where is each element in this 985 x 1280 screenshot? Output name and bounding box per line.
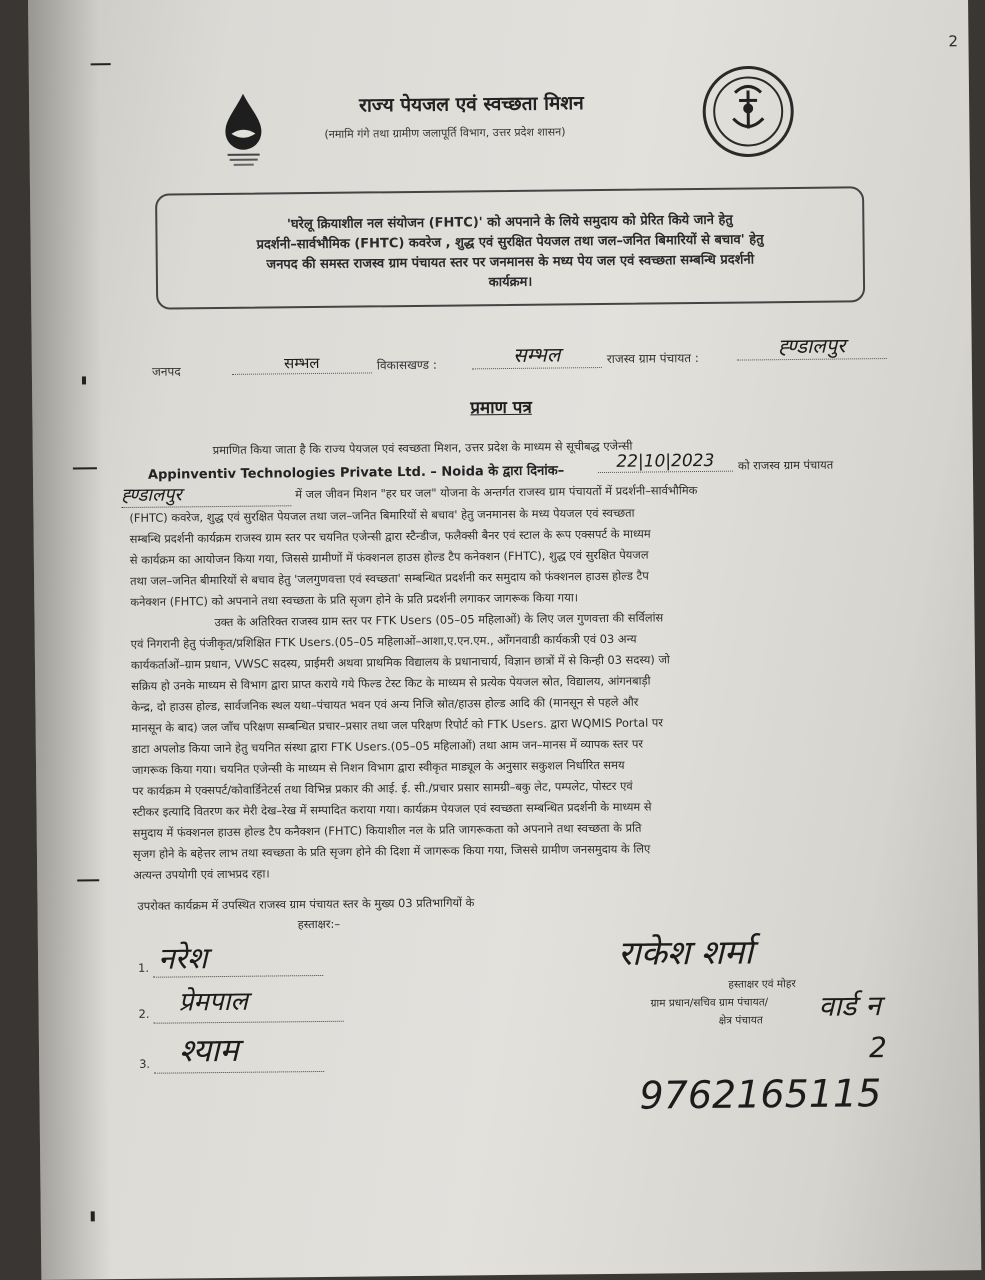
block-value: सम्भल bbox=[472, 340, 602, 369]
ward-number: 2 bbox=[868, 1031, 888, 1065]
participant-signature: प्रेमपाल bbox=[178, 986, 249, 1018]
org-subtitle: (नमामि गंगे तथा ग्रामीण जलापूर्ति विभाग, उत्तर प्रदेश शासन) bbox=[324, 125, 566, 141]
para-line: (FHTC) कवरेज, शुद्ध एवं सुरक्षित पेयजल तथा जल–जनित बिमारियों से बचाव' हेतु जनमानस के मध्य पेयजल एवं स्वच्छता bbox=[129, 505, 635, 525]
participants-intro: उपरोक्त कार्यक्रम में उपस्थित राजस्व ग्राम पंचायत स्तर के मुख्य 03 प्रतिभागियों के bbox=[137, 895, 475, 913]
agency-line: Appinventiv Technologies Private Ltd. – Noida के द्वारा दिनांक– bbox=[147, 463, 565, 483]
margin-mark bbox=[91, 63, 111, 65]
participant-number: 1. bbox=[138, 960, 150, 975]
ward-note: वार्ड न bbox=[818, 989, 882, 1023]
signatory-line: हस्ताक्षर एवं मोहर bbox=[728, 978, 796, 991]
authority-signature: राकेश शर्मा bbox=[617, 932, 754, 974]
margin-mark bbox=[91, 1211, 95, 1221]
para-line: मानसून के बाद) जल जाँच परिक्षण सम्बन्धित प्रचार–प्रसार तथा जल परिक्षण रिपोर्ट को FTK Users. द्वारा WQMIS Portal पर bbox=[131, 715, 664, 735]
certificate-heading: प्रमाण पत्र bbox=[470, 397, 532, 419]
programme-line: जनपद की समस्त राजस्व ग्राम पंचायत स्तर पर जनमानस के मध्य पेय जल एवं स्वच्छता सम्बन्धि प्रदर्शनी bbox=[266, 252, 755, 273]
signatory-line: क्षेत्र पंचायत bbox=[718, 1014, 763, 1027]
block-label: विकासखण्ड : bbox=[376, 357, 437, 373]
margin-mark bbox=[73, 467, 97, 469]
para-line: एवं निगरानी हेतु पंजीकृत/प्रशिक्षित FTK Users.(05–05 महिलाओं–आशा,ए.एन.एम., आँगनवाडी कार्यकत्री एवं 03 अन्य bbox=[130, 631, 637, 651]
para-line: सक्रिय हो उनके माध्यम से विभाग द्वारा प्राप्त कराये गये फिल्ड टेस्ट किट के माध्यम से प्रत्येक पेयजल स्रोत, विद्यालय, आंगनबाड़ी bbox=[131, 673, 651, 693]
para-line: सृजग होने के बहेत्तर लाभ तथा स्वच्छता के प्रति सृजग होने की दिशा में जागरूक किया गया, जिससे ग्रामीण जनसमुदाय के लिए bbox=[132, 841, 651, 861]
para-line: से कार्यक्रम का आयोजन किया गया, जिससे ग्रामीणों में फंक्शनल हाउस होल्ड टैप कनेक्शन (FHTC), शुद्ध एवं सुरक्षित पेयजल bbox=[129, 547, 649, 567]
phone-number: 9762165115 bbox=[639, 1071, 882, 1118]
page-mark: 2 bbox=[948, 32, 959, 51]
para-line: पर कार्यक्रम मे एक्सपर्ट/कोवार्डिनेटर्स तथा विभिन्न प्रकार की आई. ई. सी./प्रचार प्रसार सामग्री–बकु लेट, पम्पलेट, पोस्टर एवं bbox=[132, 778, 633, 798]
para-line: स्टीकर इत्यादि वितरण कर मेरी देख–रेख में सम्पादित कराया गया। कार्यक्रम पेयजल एवं स्वच्छता सम्बन्धित प्रदर्शनी के माध्यम से bbox=[132, 799, 652, 819]
participants-intro-sign: हस्ताक्षर:– bbox=[297, 916, 341, 932]
para-line: डाटा अपलोड किया जाने हेतु चयनित संस्था द्वारा FTK Users.(05–05 महिलाओं) तथा आम जन–मानस में व्यापक स्तर पर bbox=[131, 736, 644, 756]
date-value: 22|10|2023 bbox=[598, 451, 733, 473]
programme-line: 'घरेलू क्रियाशील नल संयोजन (FHTC)' को अपनाने के लिये समुदाय को प्रेरित किये जाने हेतु bbox=[286, 212, 733, 233]
para-line: उक्त के अतिरिक्त राजस्व ग्राम स्तर पर FTK Users (05–05 महिलाओं) के लिए जल गुणवत्ता की सर्विलांस bbox=[214, 610, 664, 630]
margin-mark bbox=[77, 879, 99, 881]
org-title: राज्य पेयजल एवं स्वच्छता मिशन bbox=[359, 92, 584, 117]
up-government-seal-icon bbox=[699, 62, 798, 161]
para-line: में जल जीवन मिशन "हर घर जल" योजना के अन्तर्गत राजस्व ग्राम पंचायतों में प्रदर्शनी–सार्वभौमिक bbox=[295, 483, 698, 502]
para-line: को राजस्व ग्राम पंचायत bbox=[737, 457, 834, 473]
para-line: तथा जल–जनित बीमारियों से बचाव हेतु 'जलगुणवत्ता एवं स्वच्छता' सम्बन्धित प्रदर्शनी कर समुदाय को फंक्शनल हाउस होल्ड टैप bbox=[130, 568, 649, 588]
document-page bbox=[28, 0, 981, 1280]
panchayat-label: राजस्व ग्राम पंचायत : bbox=[606, 350, 700, 366]
district-value: सम्भल bbox=[232, 352, 372, 374]
para-line: सम्बन्धि प्रदर्शनी कार्यक्रम राजस्व ग्राम स्तर पर चयनित एजेन्सी द्वारा स्टैन्डीज, फलैक्सी बैनर एवं स्टाल के रूप एक्सपर्ट के माध्यम bbox=[129, 526, 651, 546]
para-line: प्रमाणित किया जाता है कि राज्य पेयजल एवं स्वच्छता मिशन, उत्तर प्रदेश के माध्यम से सूचीबद्ध एजेन्सी bbox=[212, 438, 633, 458]
para-line: कनेक्शन (FHTC) को अपनाने तथा स्वच्छता के प्रति सृजग होने के प्रति प्रदर्शनी लगाकर जागरूक किया गया। bbox=[130, 590, 579, 609]
programme-box bbox=[155, 186, 865, 309]
para-line: समुदाय में फंक्शनल हाउस होल्ड टैप कनैक्शन (FHTC) कियाशील नल के प्रति जागरूकता को अपनाने तथा स्वच्छता के प्रति bbox=[132, 820, 642, 840]
participant-number: 2. bbox=[138, 1006, 150, 1021]
para-line: जागरूक किया गया। चयनित एजेन्सी के माध्यम से निशन विभाग द्वारा स्वीकृत माड्यूल के अनुसार सकुशल निर्धारित समय bbox=[131, 757, 625, 777]
district-label: जनपद bbox=[151, 364, 181, 379]
margin-mark bbox=[82, 376, 86, 384]
village-value: ह्ण्डालपुर bbox=[121, 484, 182, 507]
panchayat-value: ह्ण्डालपुर bbox=[737, 331, 887, 361]
page-shadow bbox=[28, 0, 111, 1280]
para-line: अत्यन्त उपयोगी एवं लाभप्रद रहा। bbox=[133, 866, 270, 882]
signatory-line: ग्राम प्रधान/सचिव ग्राम पंचायत/ bbox=[650, 996, 769, 1010]
signature-line bbox=[154, 1021, 344, 1024]
para-line: केन्द्र, दो हाउस होल्ड, सार्वजनिक स्थल यथा–पंचायत भवन एवं अन्य निजि स्रोत/हाउस होल्ड आदि की (मानसून से पहले और bbox=[131, 694, 639, 714]
participant-signature: श्याम bbox=[178, 1030, 239, 1070]
water-mission-logo-icon bbox=[217, 89, 270, 170]
programme-line: कार्यक्रम। bbox=[488, 274, 533, 291]
participant-signature: नरेश bbox=[157, 941, 208, 977]
para-line: कार्यकर्ताओं–ग्राम प्रधान, VWSC सदस्य, प्राईमरी अथवा प्राथमिक विद्यालय के प्रधानाचार्य, विज्ञान छात्रों में से किन्ही 03 सदस्य) जो bbox=[130, 652, 670, 672]
programme-line: प्रदर्शनी–सार्वभौमिक (FHTC) कवरेज , शुद्ध एवं सुरक्षित पेयजल तथा जल–जनित बिमारियों से बचाव' हेतु bbox=[256, 232, 764, 253]
participant-number: 3. bbox=[139, 1056, 151, 1071]
